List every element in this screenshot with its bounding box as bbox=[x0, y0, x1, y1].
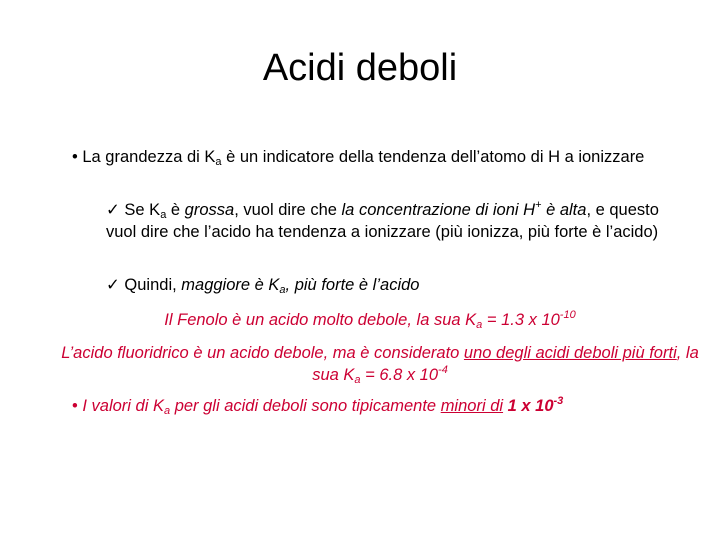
text: , vuol dire che bbox=[234, 201, 342, 219]
bullet-valori-ka bbox=[72, 395, 692, 417]
text: = 6.8 x 10 bbox=[360, 366, 439, 384]
underlined-text: minori di bbox=[440, 397, 504, 415]
subscript: a bbox=[160, 209, 167, 221]
subscript: a bbox=[354, 374, 361, 386]
check-icon: ✓ bbox=[106, 276, 120, 294]
text: La grandezza di K bbox=[82, 148, 216, 166]
bullet-ka-definition bbox=[72, 146, 662, 168]
subscript: a bbox=[476, 319, 483, 331]
bullet-marker: • bbox=[72, 397, 78, 415]
emphasis: , più forte è l’acido bbox=[285, 276, 420, 294]
emphasis: maggiore è K bbox=[181, 276, 280, 294]
subscript: a bbox=[215, 156, 222, 168]
acido-fluoridrico-example bbox=[60, 342, 700, 386]
superscript: + bbox=[535, 199, 542, 211]
text: Quindi, bbox=[119, 276, 182, 294]
text: è bbox=[166, 201, 185, 219]
text: Se K bbox=[119, 201, 161, 219]
emphasis: la concentrazione di ioni H bbox=[341, 201, 536, 219]
slide-title: Acidi deboli bbox=[262, 47, 458, 89]
text: Il Fenolo è un acido molto debole, la sua K bbox=[164, 311, 477, 329]
bullet-marker: • bbox=[72, 148, 78, 166]
superscript: -4 bbox=[438, 364, 448, 376]
text: = 1.3 x 10 bbox=[482, 311, 560, 329]
text: è un indicatore della tendenza dell’atomo di H a ionizzare bbox=[221, 148, 645, 166]
check-item-ka-large bbox=[106, 199, 666, 243]
subscript: a bbox=[279, 284, 286, 296]
text: L’acido fluoridrico è un acido debole, ma è considerato bbox=[61, 344, 464, 362]
check-item-quindi bbox=[106, 274, 666, 296]
text: , e questo vuol dire che l’acido ha tendenza a ionizzare (più ionizza, più forte è l’acido) bbox=[106, 201, 659, 241]
superscript: -3 bbox=[553, 395, 564, 407]
text: per gli acidi deboli sono tipicamente bbox=[170, 397, 441, 415]
text: , la sua K bbox=[312, 344, 699, 384]
underlined-text: uno degli acidi deboli più forti bbox=[463, 344, 677, 362]
superscript: -10 bbox=[559, 309, 576, 321]
check-icon: ✓ bbox=[106, 201, 120, 219]
emphasis: è alta bbox=[541, 201, 587, 219]
subscript: a bbox=[163, 405, 171, 417]
fenolo-example bbox=[100, 309, 640, 331]
emphasis: grossa bbox=[184, 201, 235, 219]
text: I valori di K bbox=[77, 397, 164, 415]
bold-text: 1 x 10 bbox=[507, 397, 554, 415]
